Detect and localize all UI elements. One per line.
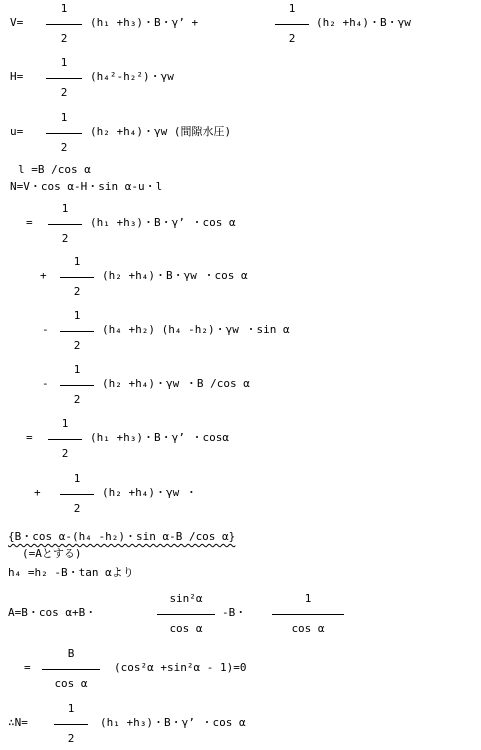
brace-note: (=Aとする) [22,547,82,560]
eq-h-rest: (h₄²-h₂²)・γw [90,70,174,83]
a-line-fraction-1 [157,592,215,637]
result-fraction [54,702,88,747]
numerator: 1 [60,111,68,124]
denominator: cos α [291,622,325,635]
eq-v-lhs: V= [10,16,24,29]
eq-u-fraction [46,111,82,156]
denominator: 2 [67,732,75,745]
n-term2-op: + [40,269,47,282]
fraction-bar [48,224,82,225]
fraction-bar [54,724,88,725]
denominator: 2 [73,285,81,298]
brace-expression: {B・cos α-(h₄ -h₂)・sin α-B /cos α} [8,530,236,543]
n-term6-fraction [60,472,94,517]
eq-n: N=V・cos α-H・sin α-u・l [10,180,163,193]
denominator: 2 [60,141,68,154]
eq-u-lhs: u= [10,125,24,138]
n-term2-fraction [60,255,94,300]
numerator: 1 [60,2,68,15]
fraction-bar [275,24,309,25]
numerator: 1 [61,417,69,430]
a-line-middle: -B・ [222,606,247,619]
n-term5-op: = [26,431,33,444]
n-term6-rest: (h₂ +h₄)・γw ・ [102,486,197,499]
denominator: 2 [61,447,69,460]
numerator: 1 [67,702,75,715]
n-term5-rest: (h₁ +h₃)・B・γ’ ・cosα [90,431,229,444]
fraction-bar [272,614,344,615]
eq-v-fraction-1 [46,2,82,47]
eq-v-middle: (h₁ +h₃)・B・γ’ + [90,16,199,29]
fraction-bar [60,277,94,278]
fraction-bar [157,614,215,615]
numerator: 1 [288,2,296,15]
fraction-bar [46,24,82,25]
denominator: 2 [61,232,69,245]
n-term3-op: - [42,323,49,336]
numerator: 1 [73,363,81,376]
n-term1-op: = [26,216,33,229]
denominator: cos α [169,622,203,635]
fraction-bar [46,133,82,134]
n-term6-op: + [34,486,41,499]
n-term4-op: - [42,377,49,390]
n-term4-fraction [60,363,94,408]
numerator: 1 [73,309,81,322]
eq-v-end: (h₂ +h₄)・B・γw [316,16,411,29]
denominator: 2 [60,86,68,99]
fraction-bar [46,78,82,79]
eq-l: l =B /cos α [18,163,91,176]
a-line2-op: = [24,661,31,674]
result-rest: (h₁ +h₃)・B・γ’ ・cos α [100,716,246,729]
fraction-bar [60,494,94,495]
a-line-lhs: A=B・cos α+B・ [8,606,97,619]
n-term1-rest: (h₁ +h₃)・B・γ’ ・cos α [90,216,236,229]
a-line2-fraction [42,647,100,692]
eq-v-fraction-2 [275,2,309,47]
numerator: 1 [304,592,312,605]
fraction-bar [60,331,94,332]
numerator: 1 [73,472,81,485]
n-term3-fraction [60,309,94,354]
n-term5-fraction [48,417,82,462]
fraction-bar [42,669,100,670]
numerator: 1 [61,202,69,215]
fraction-bar [48,439,82,440]
numerator: B [67,647,75,660]
n-term2-rest: (h₂ +h₄)・B・γw ・cos α [102,269,248,282]
denominator: 2 [73,393,81,406]
eq-u-rest: (h₂ +h₄)・γw (間隙水圧) [90,125,232,138]
fraction-bar [60,385,94,386]
denominator: 2 [60,32,68,45]
denominator: 2 [73,339,81,352]
numerator: 1 [73,255,81,268]
result-lhs: ∴N= [8,716,28,729]
n-term4-rest: (h₂ +h₄)・γw ・B /cos α [102,377,250,390]
a-line-fraction-2 [272,592,344,637]
numerator: 1 [60,56,68,69]
denominator: cos α [54,677,88,690]
n-term1-fraction [48,202,82,247]
a-line2-rest: (cos²α +sin²α - 1)=0 [114,661,247,674]
eq-h-fraction [46,56,82,101]
denominator: 2 [73,502,81,515]
n-term3-rest: (h₄ +h₂) (h₄ -h₂)・γw ・sin α [102,323,290,336]
eq-h-lhs: H= [10,70,24,83]
h4-relation: h₄ =h₂ -B・tan αより [8,566,134,579]
numerator: sin²α [169,592,203,605]
denominator: 2 [288,32,296,45]
